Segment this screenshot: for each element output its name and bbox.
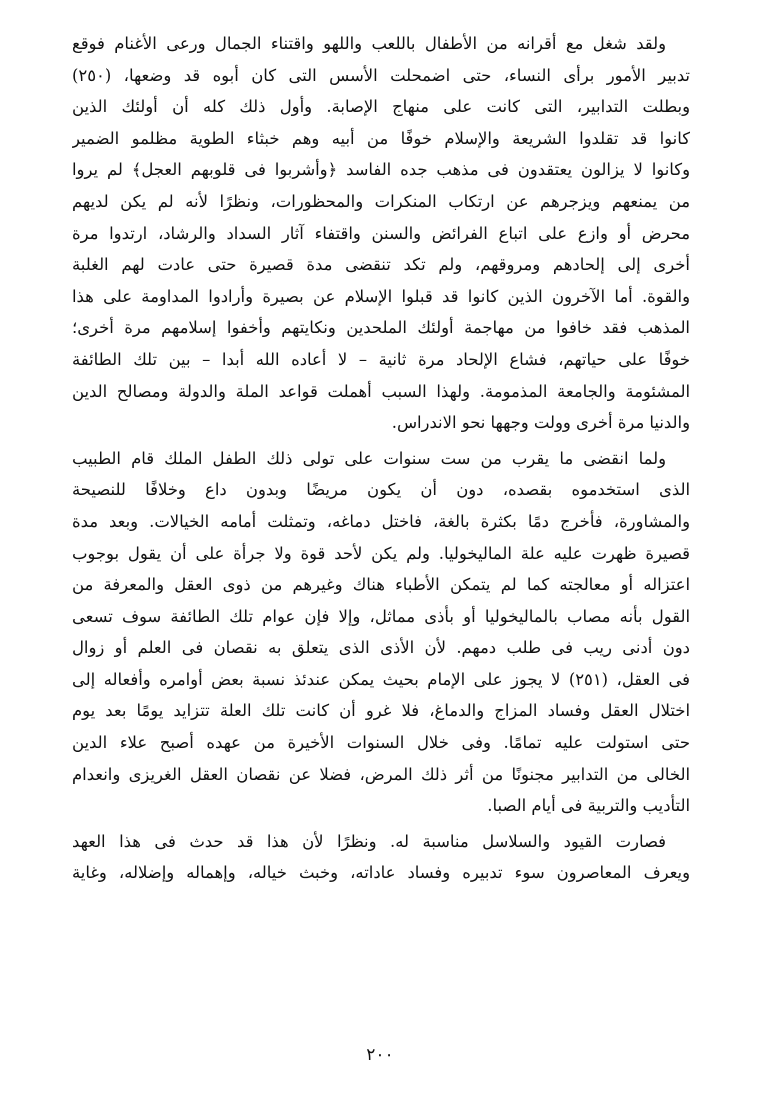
text-line: كانوا قد تقلدوا الشريعة والإسلام خوفًا من أبيه وهم خبثاء الطوية مظلمو الضمير (72, 128, 690, 148)
paragraph-2 (72, 443, 690, 822)
text-line: والمشاورة، فأخرج دمًا بكثرة بالغة، فاختل دماغه، وتمثلت أمامه الخيالات. وبعد مدة (72, 511, 690, 531)
text-line: محرض أو وازع على اتباع الفرائض والسنن واقتفاء آثار السداد والرشاد، ارتدوا مرة (72, 223, 690, 243)
text-line: والقوة. أما الآخرون الذين كانوا قد قبلوا الإسلام عن بصيرة وأرادوا المداومة على هذا (72, 286, 690, 306)
text-line: وكانوا لا يزالون يعتقدون فى مذهب جده الفاسد ﴿وأشربوا فى قلوبهم العجل﴾ لم يروا (72, 160, 690, 180)
text-line: تدبير الأمور برأى النساء، حتى اضمحلت الأسس التى كان أبوه قد وضعها، (٢٥٠) (72, 65, 690, 85)
text-line: أخرى إلى إلحادهم ومروقهم، ولم تكد تنقضى مدة قصيرة حتى عادت لهم الغلبة (72, 255, 690, 275)
text-line: من يمنعهم ويزجرهم عن ارتكاب المنكرات والمحظورات، ونظرًا لأنه لم يكن لديهم (72, 191, 690, 211)
text-line: قصيرة ظهرت عليه علة الماليخوليا. ولم يكن لأحد قوة ولا جرأة على أن يقول بوجوب (72, 543, 690, 563)
text-line: التأديب والتربية فى أيام الصبا. (487, 796, 690, 816)
paragraph-1 (72, 28, 690, 439)
paragraph-3 (72, 826, 690, 889)
text-line: فى العقل، (٢٥١) لا يجوز على الإمام بحيث يمكن عندئذ نسبة بعض أوامره وأفعاله إلى (72, 669, 690, 689)
text-line: الخالى من التدابير مجنونًا من أثر ذلك المرض، فضلا عن نقصان العقل الغريزى وانعدام (72, 764, 690, 784)
text-line: دون أدنى ريب فى طلب دمهم. لأن الأذى الذى يتعلق به نقصان فى العلم أو زوال (72, 638, 690, 658)
text-line: اعتزاله أو معالجته كما لم يتمكن الأطباء هناك وغيرهم من ذوى العقل والمعرفة من (72, 575, 690, 595)
text-line: المذهب فقد خافوا من مهاجمة أولئك الملحدين ونكايتهم وأخفوا إسلامهم مرة أخرى؛ (72, 318, 690, 338)
text-line: ولما انقضى ما يقرب من ست سنوات على تولى ذلك الطفل الملك قام الطبيب (72, 448, 666, 468)
text-line: وبطلت التدابير، التى كانت على منهاج الإصابة. وأول ذلك كله أن أولئك الذين (72, 97, 690, 117)
text-line: ويعرف المعاصرون سوء تدبيره وفساد عاداته، وخبث خياله، وإهماله وإضلاله، وغاية (72, 863, 690, 883)
text-line: فصارت القيود والسلاسل مناسبة له. ونظرًا لأن هذا قد حدث فى هذا العهد (72, 831, 666, 851)
page-body (72, 28, 690, 889)
text-line: القول بأنه مصاب بالماليخوليا أو بأذى مماثل، وإلا فإن عوام تلك الطائفة سوف تسعى (72, 606, 690, 626)
page-number: ٢٠٠ (366, 1045, 394, 1065)
text-line: والدنيا مرة أخرى وولت وجهها نحو الاندراس. (391, 413, 690, 433)
text-line: اختلال العقل وفساد المزاج والدماغ، فلا غرو أن كانت تلك العلة تتزايد يومًا بعد يوم (72, 701, 690, 721)
text-line: خوفًا على حياتهم، فشاع الإلحاد مرة ثانية – لا أعاده الله أبدا – بين تلك الطائفة (72, 349, 690, 369)
text-line: الذى استخدموه بقصده، دون أن يكون مريضًا وبدون داع وخلافًا للنصيحة (72, 480, 690, 500)
text-line: المشئومة والجامعة المذمومة. ولهذا السبب أهملت قواعد الملة والدولة ومصالح الدين (72, 381, 690, 401)
text-line: ولقد شغل مع أقرانه من الأطفال باللعب واللهو واقتناء الجمال ورعى الأغنام فوقع (72, 34, 666, 53)
text-line: حتى استولت عليه تمامًا. وفى خلال السنوات الأخيرة من عهده أصبح علاء الدين (72, 733, 690, 753)
